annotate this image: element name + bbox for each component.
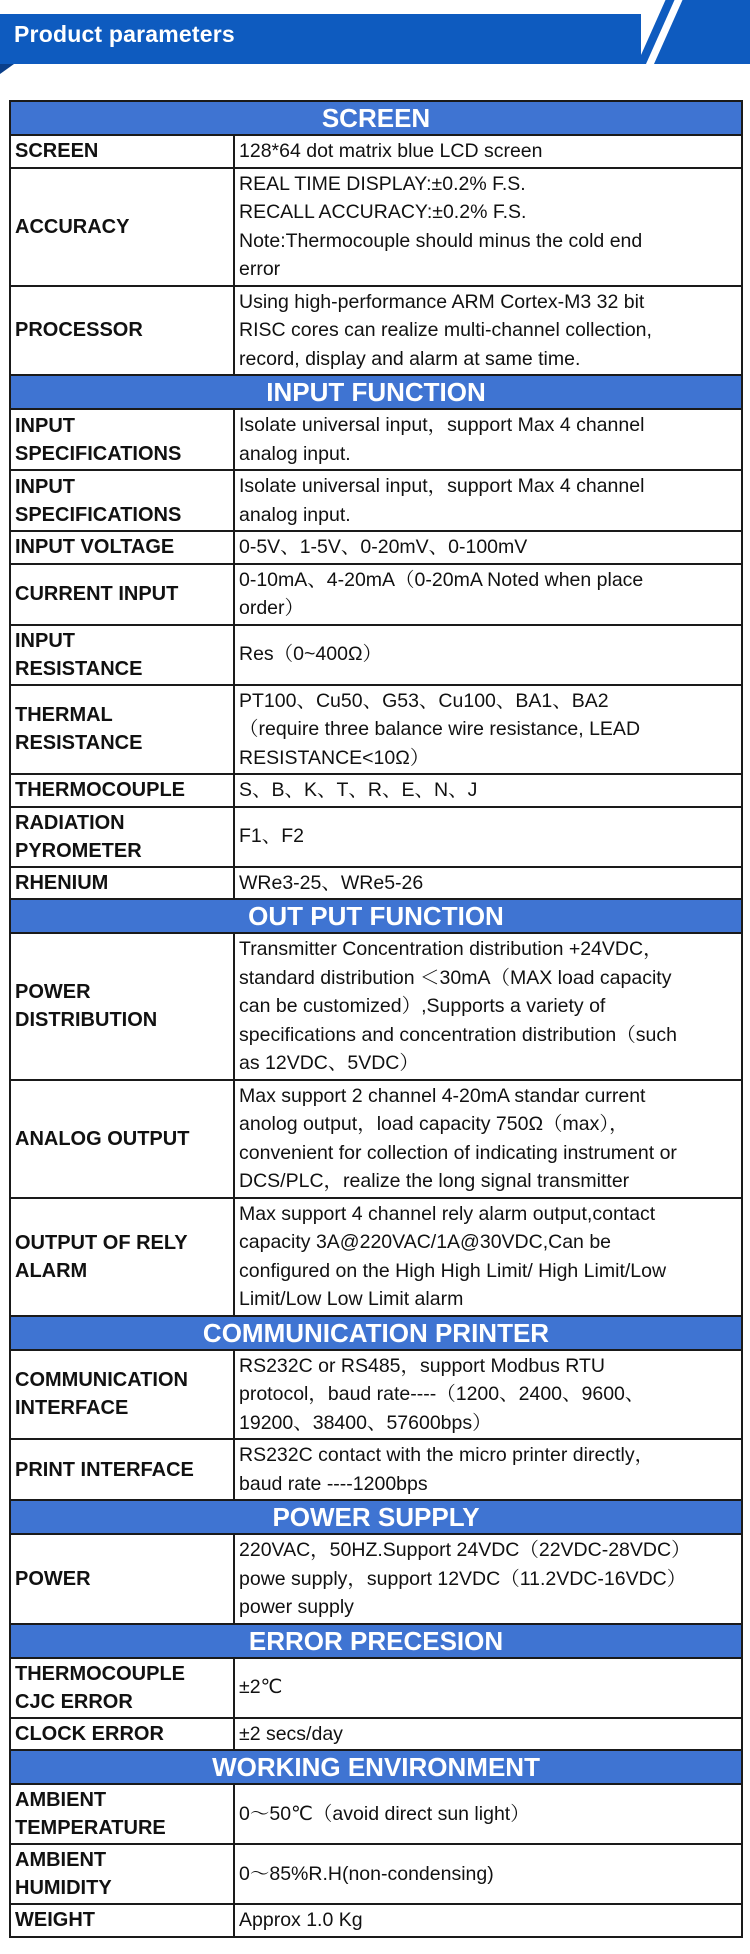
- spec-value: [234, 867, 742, 900]
- spec-value-line: 0-10mA、4-20mA（0-20mA Noted when place: [239, 568, 644, 591]
- spec-value: [234, 1718, 742, 1751]
- spec-label-line: INPUT VOLTAGE: [15, 536, 175, 559]
- spec-label-line: INPUT: [15, 629, 75, 652]
- spec-row: [10, 1904, 742, 1937]
- spec-label-line: THERMOCOUPLE: [15, 779, 185, 802]
- spec-label-line: CURRENT INPUT: [15, 583, 179, 605]
- spec-row: [10, 564, 742, 625]
- spec-label: [10, 470, 234, 531]
- spec-label-line: AMBIENT: [15, 1849, 107, 1871]
- spec-value-line: RESISTANCE<10Ω）: [239, 746, 430, 769]
- spec-row: [10, 135, 742, 168]
- section-header-row: [10, 1750, 742, 1784]
- section-title: INPUT FUNCTION: [10, 375, 742, 409]
- spec-value-line: 0～50℃（avoid direct sun light）: [239, 1802, 530, 1825]
- spec-value-line: S、B、K、T、R、E、N、J: [239, 779, 478, 801]
- spec-label-line: SPECIFICATIONS: [15, 442, 182, 465]
- spec-value-line: 128*64 dot matrix blue LCD screen: [239, 140, 543, 162]
- spec-label-line: WEIGHT: [15, 1909, 95, 1932]
- spec-label-line: PRINT INTERFACE: [15, 1458, 194, 1481]
- spec-value-line: WRe3-25、WRe5-26: [239, 871, 424, 894]
- spec-value-line: Max support 4 channel rely alarm output,contact: [239, 1202, 656, 1225]
- spec-value-line: Isolate universal input，support Max 4 channel: [239, 414, 645, 436]
- spec-value: [234, 409, 742, 470]
- spec-value-line: anolog output，load capacity 750Ω（max），: [239, 1113, 629, 1135]
- spec-label: [10, 933, 234, 1080]
- spec-label: [10, 531, 234, 564]
- spec-value-line: Res（0~400Ω）: [239, 643, 383, 666]
- spec-value: [234, 1080, 742, 1198]
- spec-label-line: THERMAL: [15, 704, 113, 727]
- spec-label-line: INPUT: [15, 475, 75, 498]
- spec-label-line: THERMOCOUPLE: [15, 1662, 185, 1685]
- spec-label: [10, 1658, 234, 1718]
- spec-value-line: as 12VDC、5VDC）: [239, 1052, 419, 1074]
- spec-value-line: configured on the High High Limit/ High Limit/Low: [239, 1259, 667, 1282]
- spec-label: [10, 1904, 234, 1937]
- spec-value: [234, 1350, 742, 1440]
- spec-value: [234, 1658, 742, 1718]
- spec-label: [10, 1718, 234, 1751]
- spec-value: [234, 1534, 742, 1624]
- spec-value-line: error: [239, 258, 281, 280]
- spec-label: [10, 168, 234, 286]
- section-title: POWER SUPPLY: [10, 1500, 742, 1534]
- spec-row: [10, 1080, 742, 1198]
- spec-label-line: RESISTANCE: [15, 732, 143, 755]
- spec-label-line: DISTRIBUTION: [15, 1009, 158, 1032]
- spec-value-line: can be customized）,Supports a variety of: [239, 995, 606, 1017]
- spec-row: [10, 807, 742, 867]
- spec-value: [234, 774, 742, 807]
- spec-label-line: RADIATION: [15, 811, 125, 834]
- spec-label: [10, 286, 234, 376]
- spec-row: [10, 1350, 742, 1440]
- spec-label: [10, 1844, 234, 1904]
- spec-value-line: powe supply，support 12VDC（11.2VDC-16VDC）: [239, 1567, 687, 1590]
- spec-label-line: PYROMETER: [15, 839, 142, 862]
- section-header-row: [10, 101, 742, 135]
- spec-value: [234, 1904, 742, 1937]
- section-title: WORKING ENVIRONMENT: [10, 1750, 742, 1784]
- spec-label-line: INTERFACE: [15, 1397, 129, 1420]
- spec-row: [10, 1534, 742, 1624]
- spec-value-line: convenient for collection of indicating instrument or: [239, 1141, 677, 1164]
- spec-label-line: RHENIUM: [15, 871, 109, 894]
- spec-value-line: RECALL ACCURACY:±0.2% F.S.: [239, 201, 527, 223]
- spec-value: [234, 625, 742, 685]
- section-title: SCREEN: [10, 101, 742, 135]
- header-banner: [0, 0, 750, 78]
- spec-value: [234, 685, 742, 775]
- spec-row: [10, 1198, 742, 1316]
- section-title: ERROR PRECESION: [10, 1624, 742, 1658]
- spec-value-line: protocol，baud rate----（1200、2400、9600、: [239, 1383, 645, 1405]
- spec-label-line: CJC ERROR: [15, 1690, 133, 1713]
- spec-row: [10, 531, 742, 564]
- spec-label: [10, 807, 234, 867]
- page-title: Product parameters: [14, 21, 235, 47]
- spec-value-line: Approx 1.0 Kg: [239, 1909, 363, 1931]
- section-header-row: [10, 1316, 742, 1350]
- spec-value-line: Limit/Low Low Limit alarm: [239, 1288, 464, 1310]
- spec-row: [10, 286, 742, 376]
- spec-row: [10, 470, 742, 531]
- spec-value-line: 0～85%R.H(non-condensing): [239, 1862, 494, 1885]
- spec-value-line: Note:Thermocouple should minus the cold end: [239, 229, 643, 252]
- spec-label: [10, 135, 234, 168]
- spec-label-line: CLOCK ERROR: [15, 1722, 164, 1745]
- spec-label-line: RESISTANCE: [15, 657, 143, 680]
- spec-value-line: PT100、Cu50、G53、Cu100、BA1、BA2: [239, 689, 609, 712]
- spec-row: [10, 1844, 742, 1904]
- spec-value: [234, 531, 742, 564]
- section-header-row: [10, 375, 742, 409]
- spec-label-line: COMMUNICATION: [15, 1369, 188, 1392]
- spec-value-line: standard distribution ＜30mA（MAX load capacity: [239, 966, 672, 989]
- spec-value-line: Transmitter Concentration distribution +24VDC，: [239, 938, 663, 960]
- spec-label-line: AMBIENT: [15, 1789, 107, 1811]
- spec-label: [10, 1784, 234, 1844]
- spec-label: [10, 625, 234, 685]
- spec-label-line: POWER: [15, 1567, 91, 1590]
- spec-value: [234, 1784, 742, 1844]
- spec-value: [234, 933, 742, 1080]
- spec-row: [10, 409, 742, 470]
- spec-value-line: RISC cores can realize multi-channel collection,: [239, 319, 652, 341]
- spec-label-line: TEMPERATURE: [15, 1817, 166, 1839]
- spec-value-line: analog input.: [239, 503, 351, 526]
- spec-value-line: RS232C or RS485，support Modbus RTU: [239, 1354, 605, 1377]
- spec-value-line: capacity 3A@220VAC/1A@30VDC,Can be: [239, 1231, 612, 1253]
- spec-label-line: PROCESSOR: [15, 319, 143, 342]
- spec-value-line: analog input.: [239, 442, 351, 465]
- spec-value-line: DCS/PLC，realize the long signal transmitter: [239, 1170, 630, 1192]
- spec-value-line: 19200、38400、57600bps）: [239, 1411, 492, 1434]
- spec-row: [10, 867, 742, 900]
- spec-label-line: ALARM: [15, 1259, 88, 1282]
- spec-value: [234, 1439, 742, 1500]
- spec-value-line: 220VAC，50HZ.Support 24VDC（22VDC-28VDC）: [239, 1539, 691, 1561]
- spec-value: [234, 168, 742, 286]
- spec-row: [10, 1658, 742, 1718]
- spec-value-line: REAL TIME DISPLAY:±0.2% F.S.: [239, 172, 526, 195]
- spec-value-line: order）: [239, 597, 305, 619]
- spec-label-line: SCREEN: [15, 140, 99, 163]
- spec-row: [10, 625, 742, 685]
- spec-value-line: record, display and alarm at same time.: [239, 347, 581, 370]
- spec-value-line: Using high-performance ARM Cortex-M3 32 bit: [239, 290, 645, 313]
- spec-value-line: baud rate ----1200bps: [239, 1472, 428, 1495]
- spec-label-line: SPECIFICATIONS: [15, 503, 182, 526]
- spec-value-line: RS232C contact with the micro printer directly，: [239, 1444, 655, 1466]
- spec-label: [10, 1080, 234, 1198]
- spec-value: [234, 286, 742, 376]
- spec-row: [10, 1439, 742, 1500]
- spec-row: [10, 1784, 742, 1844]
- spec-label-line: ACCURACY: [15, 215, 130, 238]
- spec-value-line: F1、F2: [239, 825, 305, 848]
- spec-value-line: （require three balance wire resistance, LEAD: [239, 718, 641, 740]
- spec-value: [234, 135, 742, 168]
- spec-label-line: INPUT: [15, 414, 75, 437]
- section-header-row: [10, 1500, 742, 1534]
- spec-value: [234, 1198, 742, 1316]
- section-header-row: [10, 1624, 742, 1658]
- spec-label: [10, 685, 234, 775]
- spec-label: [10, 1350, 234, 1440]
- spec-value: [234, 807, 742, 867]
- spec-label: [10, 1534, 234, 1624]
- spec-value-line: ±2℃: [239, 1676, 283, 1699]
- spec-value-line: 0-5V、1-5V、0-20mV、0-100mV: [239, 536, 528, 558]
- spec-label: [10, 1198, 234, 1316]
- spec-label-line: ANALOG OUTPUT: [15, 1127, 190, 1150]
- spec-table-container: [9, 100, 741, 1938]
- spec-label: [10, 1439, 234, 1500]
- spec-row: [10, 774, 742, 807]
- spec-label: [10, 867, 234, 900]
- spec-label-line: OUTPUT OF RELY: [15, 1231, 188, 1254]
- section-title: COMMUNICATION PRINTER: [10, 1316, 742, 1350]
- spec-value-line: specifications and concentration distribution（such: [239, 1023, 677, 1046]
- spec-label-line: HUMIDITY: [15, 1877, 112, 1899]
- spec-value-line: Isolate universal input，support Max 4 channel: [239, 475, 645, 497]
- spec-table: [9, 100, 743, 1938]
- spec-row: [10, 685, 742, 775]
- spec-label: [10, 409, 234, 470]
- spec-label: [10, 774, 234, 807]
- spec-value-line: power supply: [239, 1596, 354, 1618]
- section-header-row: [10, 899, 742, 933]
- spec-row: [10, 1718, 742, 1751]
- banner-notch: [0, 64, 14, 74]
- spec-label-line: POWER: [15, 981, 91, 1004]
- spec-value-line: Max support 2 channel 4-20mA standar current: [239, 1084, 646, 1107]
- spec-value: [234, 564, 742, 625]
- spec-label: [10, 564, 234, 625]
- spec-value: [234, 470, 742, 531]
- spec-row: [10, 933, 742, 1080]
- spec-value-line: ±2 secs/day: [239, 1722, 343, 1745]
- section-title: OUT PUT FUNCTION: [10, 899, 742, 933]
- spec-value: [234, 1844, 742, 1904]
- spec-row: [10, 168, 742, 286]
- spec-table-body: [10, 101, 742, 1937]
